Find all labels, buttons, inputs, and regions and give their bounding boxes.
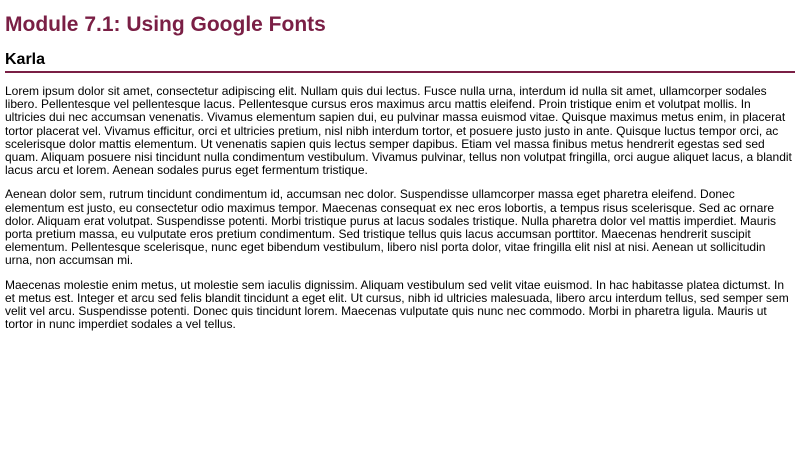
section-heading-karla: Karla — [5, 50, 795, 73]
body-paragraph: Maecenas molestie enim metus, ut molestie sem iaculis dignissim. Aliquam vestibulum sed velit vitae euismod. In hac habitasse platea dictumst. In et metus est. Integer et arcu sed felis blandit tincidunt a eget elit. Ut cursus, nibh id ultricies malesuada, libero arcu interdum tellus, sed semper sem velit vel arcu. Suspendisse potenti. Donec quis tincidunt lorem. Maecenas vulputate quis nunc nec commodo. Morbi in pharetra ligula. Mauris ut tortor in nunc imperdiet sodales a vel tellus. — [5, 277, 789, 332]
page-title: Module 7.1: Using Google Fonts — [5, 13, 326, 36]
body-paragraph: Aenean dolor sem, rutrum tincidunt condimentum id, accumsan nec dolor. Suspendisse ullamcorper massa eget pharetra eleifend. Donec elementum est justo, eu consectetur odio maximus tempor. Maecenas consequat ex nec eros lobortis, a tempus risus scelerisque. Sed ac ornare dolor. Aliquam erat volutpat. Suspendisse potenti. Morbi tristique purus at lacus sodales tristique. Nulla pharetra dolor vel mattis imperdiet. Mauris porta pretium massa, eu vulputate eros pretium condimentum. Sed tristique tellus quis lacus accumsan porttitor. Maecenas hendrerit suscipit elementum. Pellentesque scelerisque, nunc eget bibendum vestibulum, libero nisl porta dolor, vitae fringilla elit nisl at nisi. Aenean ut sollicitudin urna, non accumsan mi. — [5, 187, 777, 268]
body-paragraph: Lorem ipsum dolor sit amet, consectetur adipiscing elit. Nullam quis dui lectus. Fusce nulla urna, interdum id nulla sit amet, ullamcorper sodales libero. Pellentesque vel pellentesque lacus. Pellentesque cursus eros maximus arcu mattis eleifend. Proin tristique enim et volutpat mollis. In ultricies dui nec accumsan venenatis. Vivamus elementum sapien dui, eu pulvinar massa euismod vitae. Quisque maximus metus enim, in placerat tortor placerat vel. Vivamus efficitur, orci et ultricies pretium, nisl nibh interdum tortor, et posuere justo justo in ante. Quisque luctus tempor orci, ac scelerisque dolor mattis elementum. Ut venenatis sapien quis lectus semper dapibus. Etiam vel massa finibus metus hendrerit egestas sed sed quam. Aliquam posuere nisi tincidunt nulla condimentum vestibulum. Vivamus pulvinar, tellus non volutpat fringilla, orci augue aliquet lacus, a blandit lacus arcu et lorem. Aenean sodales purus eget fermentum tristique. — [5, 84, 792, 178]
